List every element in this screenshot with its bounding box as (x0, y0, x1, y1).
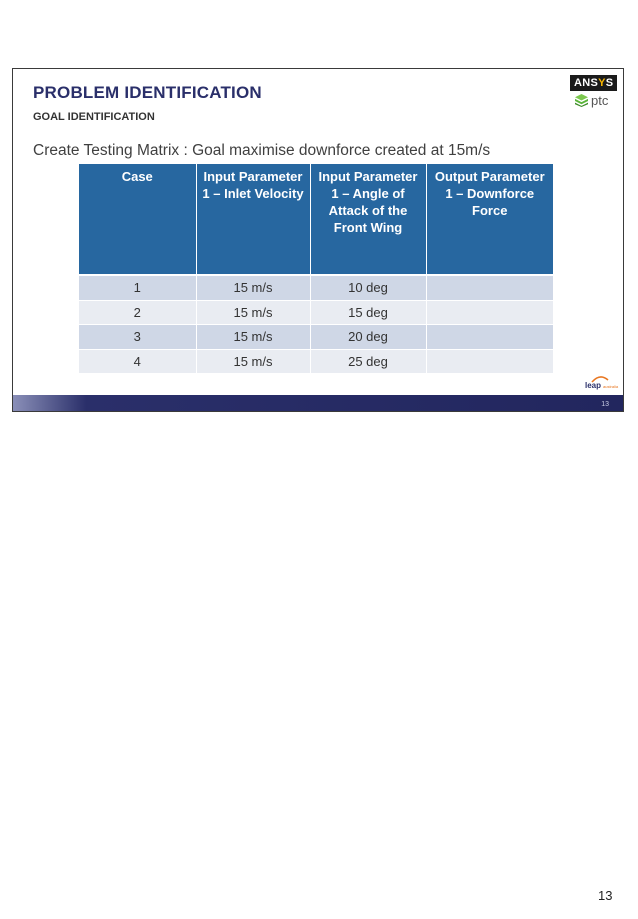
cell-case: 4 (79, 349, 196, 374)
cell-velocity: 15 m/s (196, 300, 310, 325)
cell-velocity: 15 m/s (196, 325, 310, 350)
cell-downforce (426, 349, 553, 374)
ptc-wordmark: ptc (591, 93, 609, 108)
cell-case: 2 (79, 300, 196, 325)
table-row (79, 325, 553, 350)
cell-angle: 10 deg (310, 275, 426, 300)
header-inlet-velocity: Input Parameter 1 – Inlet Velocity (196, 164, 310, 275)
table-row (79, 349, 553, 374)
cell-downforce (426, 325, 553, 350)
cell-case: 1 (79, 275, 196, 300)
ptc-logo (575, 93, 608, 108)
cell-angle: 25 deg (310, 349, 426, 374)
slide-number: 13 (601, 401, 609, 408)
cell-case: 3 (79, 325, 196, 350)
slide-title: PROBLEM IDENTIFICATION (33, 83, 262, 102)
table-row (79, 300, 553, 325)
cell-velocity: 15 m/s (196, 349, 310, 374)
cell-downforce (426, 300, 553, 325)
leap-logo (583, 375, 623, 393)
header-case: Case (79, 164, 196, 275)
footer-bar (13, 395, 623, 411)
header-angle-of-attack: Input Parameter 1 – Angle of Attack of the Front Wing (310, 164, 426, 275)
header-downforce: Output Parameter 1 – Downforce Force (426, 164, 553, 275)
ansys-logo: ANSYS (570, 75, 617, 91)
leap-tagline: australia (603, 384, 619, 389)
table-row (79, 275, 553, 300)
slide (12, 68, 624, 412)
slide-heading: Create Testing Matrix : Goal maximise downforce created at 15m/s (33, 142, 491, 159)
cell-angle: 20 deg (310, 325, 426, 350)
slide-subtitle: GOAL IDENTIFICATION (33, 111, 155, 123)
ptc-mark-icon (575, 94, 588, 107)
page-number: 13 (598, 888, 613, 903)
testing-matrix-table (79, 164, 553, 374)
cell-velocity: 15 m/s (196, 275, 310, 300)
leap-wordmark: leap (585, 381, 602, 390)
cell-angle: 15 deg (310, 300, 426, 325)
table-header-row (79, 164, 553, 275)
cell-downforce (426, 275, 553, 300)
